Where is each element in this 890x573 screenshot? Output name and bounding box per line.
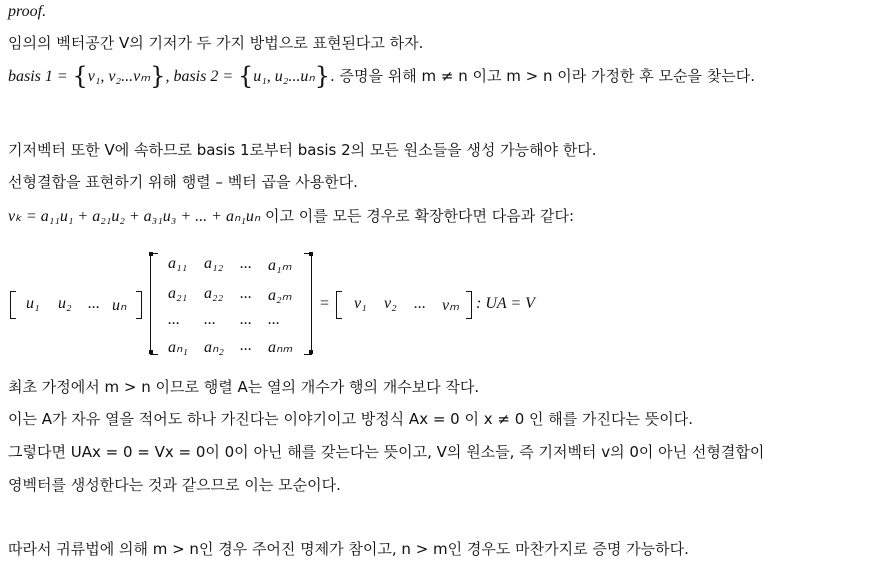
bracket-dot <box>309 252 313 256</box>
a-entry: aₙ₁ <box>168 339 188 356</box>
a-entry: aₙ₂ <box>204 339 224 356</box>
bracket-dot <box>309 350 313 354</box>
a-entry: a₂₁ <box>168 285 188 302</box>
v-row-entry: ... <box>414 295 426 312</box>
bracket-dot <box>149 350 153 354</box>
basis2-label: , basis 2 = <box>165 68 234 85</box>
matrix-result: : UA = V <box>476 295 535 312</box>
a-entry: a₂₂ <box>204 285 224 302</box>
equals-sign: = <box>320 295 330 312</box>
v-row-entry: v₁ <box>354 295 367 312</box>
v-row-entry: vₘ <box>442 297 460 314</box>
a-entry: ... <box>240 255 252 272</box>
v-row-left-bracket <box>336 291 342 319</box>
v-row-right-bracket <box>466 291 472 319</box>
basis-definition-line <box>8 62 755 90</box>
paragraph-line-3: 기저벡터 또한 V에 속하므로 basis 1로부터 basis 2의 모든 원소들을 생성 가능해야 한다. <box>8 141 597 159</box>
proof-label: proof. <box>8 3 47 20</box>
paragraph-line-10: 따라서 귀류법에 의해 m > n인 경우 주어진 명제가 참이고, n > m인 경우도 마찬가지로 증명 가능하다. <box>8 540 689 558</box>
bracket-dot <box>149 252 153 256</box>
a-entry: aₙₘ <box>268 339 293 356</box>
right-brace-1: } <box>150 62 166 90</box>
basis2-set: u₁, u₂...uₙ <box>253 68 315 85</box>
a-entry: a₁₁ <box>168 255 188 272</box>
a-entry: ... <box>240 337 252 354</box>
paragraph-line-4: 선형결합을 표현하기 위해 행렬 – 벡터 곱을 사용한다. <box>8 173 358 191</box>
a-entry: ... <box>240 285 252 302</box>
basis1-set: v₁, v₂...vₘ <box>87 68 151 85</box>
linear-combination-tail: 이고 이를 모든 경우로 확장한다면 다음과 같다: <box>260 207 575 225</box>
basis-line-tail: . 증명을 위해 m ≠ n 이고 m > n 이라 가정한 후 모순을 찾는다. <box>330 67 755 85</box>
right-brace-2: } <box>314 62 330 90</box>
paragraph-line-1: 임의의 벡터공간 V의 기저가 두 가지 방법으로 표현된다고 하자. <box>8 34 424 52</box>
paragraph-line-8: 그렇다면 UAx = 0 = Vx = 0이 0이 아닌 해를 갖는다는 뜻이고, V의 원소들, 즉 기저벡터 v의 0이 아닌 선형결합이 <box>8 443 765 461</box>
matrix-equation <box>8 253 608 357</box>
u-row-right-bracket <box>136 291 142 319</box>
u-row-entry: ... <box>88 295 100 312</box>
left-brace-2: { <box>237 62 254 90</box>
u-row-entry: uₙ <box>112 297 127 314</box>
basis1-label: basis 1 = <box>8 68 68 85</box>
a-entry: ... <box>268 311 280 328</box>
a-entry: ... <box>168 311 180 328</box>
a-entry: ... <box>204 311 216 328</box>
a-entry: a₂ₘ <box>268 287 292 304</box>
a-matrix-right-bracket <box>304 253 312 355</box>
u-row-entry: u₂ <box>58 295 72 312</box>
paragraph-line-7: 이는 A가 자유 열을 적어도 하나 가진다는 이야기이고 방정식 Ax = 0 이 x ≠ 0 인 해를 가진다는 뜻이다. <box>8 410 694 428</box>
a-matrix-left-bracket <box>150 253 158 355</box>
v-row-entry: v₂ <box>384 295 397 312</box>
a-entry: a₁₂ <box>204 255 224 272</box>
linear-combination-equation: vₖ = a₁₁u₁ + a₂₁u₂ + a₃₁u₃ + ... + aₙ₁uₙ <box>8 208 261 225</box>
paragraph-line-6: 최초 가정에서 m > n 이므로 행렬 A는 열의 개수가 행의 개수보다 작다. <box>8 378 480 396</box>
left-brace-1: { <box>72 62 88 90</box>
u-row-entry: u₁ <box>26 295 40 312</box>
paragraph-line-9: 영벡터를 생성한다는 것과 같으므로 이는 모순이다. <box>8 476 341 494</box>
a-entry: a₁ₘ <box>268 257 292 274</box>
a-entry: ... <box>240 311 252 328</box>
u-row-left-bracket <box>10 291 16 319</box>
linear-combination-line <box>8 206 574 227</box>
